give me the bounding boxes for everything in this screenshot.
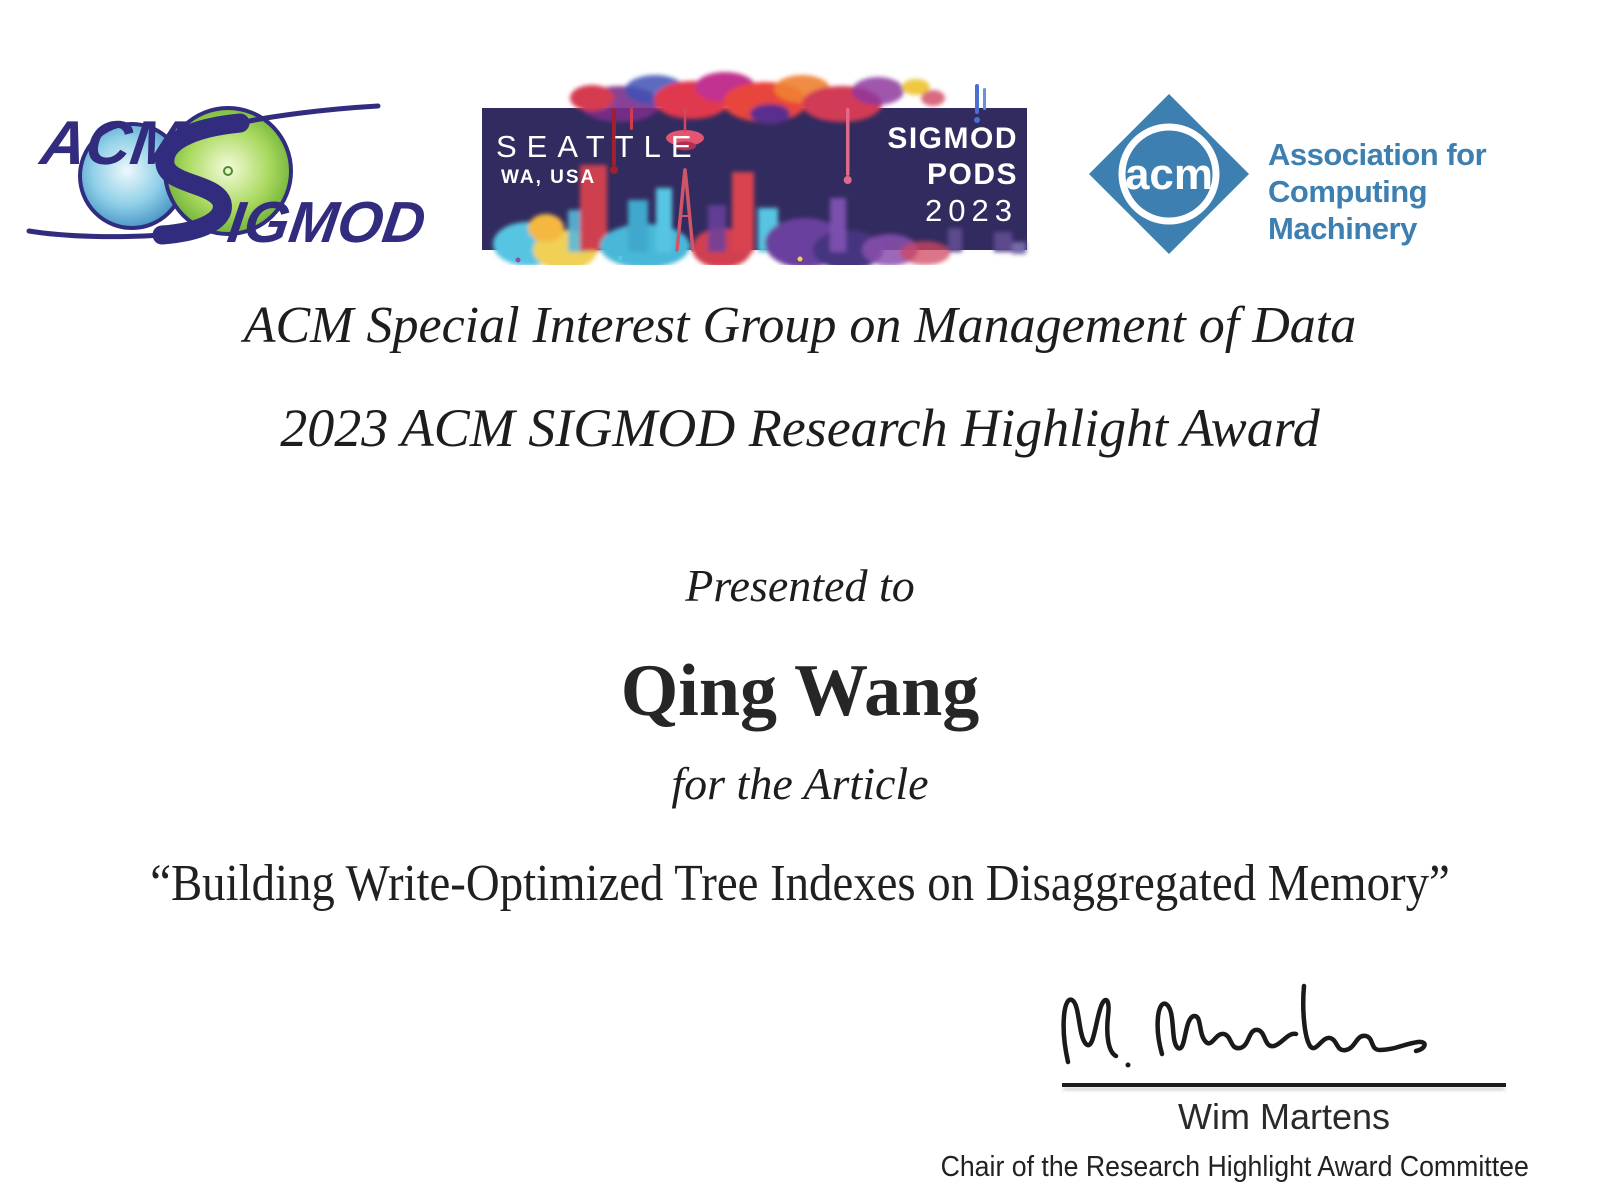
org-title: ACM Special Interest Group on Management of Data <box>243 297 1357 354</box>
recipient-name: Qing Wang <box>620 650 980 732</box>
signatory-role: Chair of the Research Highlight Award Committee <box>940 1151 1529 1183</box>
banner-pods-text: PODS <box>926 158 1018 191</box>
article-title-line <box>0 852 1600 916</box>
sigmod-logo-acm-text: ACM <box>36 109 188 178</box>
article-title: “Building Write-Optimized Tree Indexes on Disaggregated Memory” <box>150 855 1450 912</box>
signatory-role-line <box>915 1148 1529 1186</box>
signatory-name: Wim Martens <box>1177 1096 1390 1137</box>
signature-line <box>1062 1083 1506 1087</box>
sigmod-pods-2023-banner <box>470 60 1030 265</box>
acm-sigmod-logo <box>26 84 450 260</box>
acm-org-name <box>1268 136 1568 247</box>
for-the-article-label: for the Article <box>671 758 929 809</box>
acm-diamond-logo <box>1087 92 1251 256</box>
acm-org-name-line1: Association for <box>1268 137 1487 172</box>
banner-year-text: 2023 <box>925 193 1018 228</box>
banner-city-text: SEATTLE <box>496 129 702 164</box>
banner-sigmod-text: SIGMOD <box>887 122 1018 155</box>
acm-org-name-line2: Computing Machinery <box>1268 174 1428 246</box>
banner-location-text: WA, USA <box>501 167 597 188</box>
presented-to-label: Presented to <box>685 560 915 611</box>
signature-handwriting <box>1050 966 1450 1078</box>
acm-acronym-text: acm <box>1124 150 1214 199</box>
award-title: 2023 ACM SIGMOD Research Highlight Award <box>280 398 1320 458</box>
sigmod-logo-igmod-text: IGMOD <box>223 190 430 255</box>
